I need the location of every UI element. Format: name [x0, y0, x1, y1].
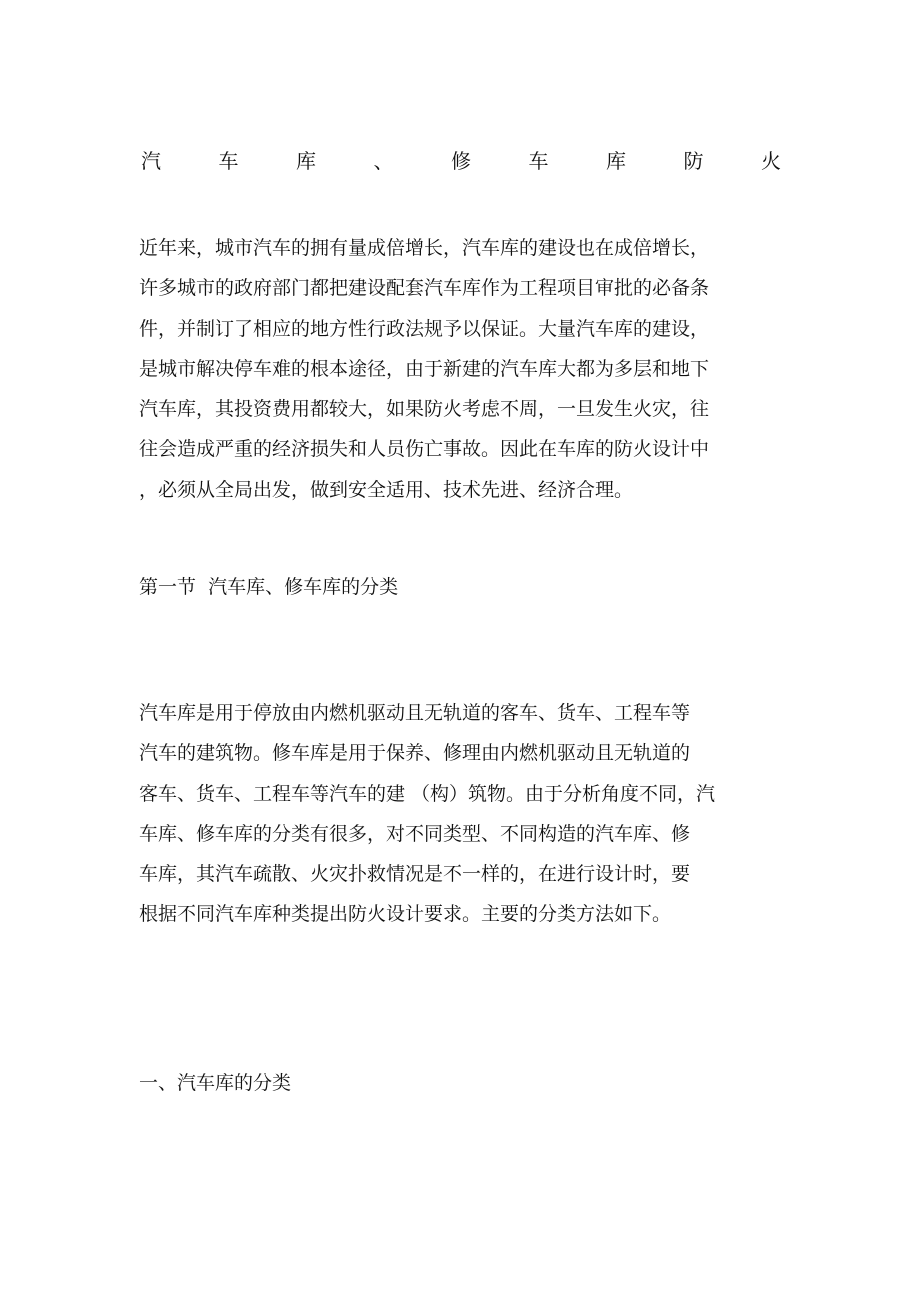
paragraph-line: 汽车库，其投资费用都较大，如果防火考虑不周，一旦发生火灾，往 [139, 398, 710, 421]
title-char: 汽 [141, 149, 161, 173]
paragraph-line: 根据不同汽车库种类提出防火设计要求。主要的分类方法如下。 [139, 903, 672, 926]
paragraph-line: 许多城市的政府部门都把建设配套汽车库作为工程项目审批的必备条 [139, 277, 710, 300]
paragraph-line: 是城市解决停车难的根本途径，由于新建的汽车库大都为多层和地下 [139, 357, 710, 380]
subsection-heading: 一、汽车库的分类 [139, 1072, 292, 1094]
paragraph-line: 汽车的建筑物。修车库是用于保养、修理由内燃机驱动且无轨道的 [139, 742, 691, 765]
paragraph-line: 往会造成严重的经济损失和人员伤亡事故。因此在车库的防火设计中 [139, 438, 710, 461]
paragraph-line: 车库，其汽车疏散、火灾扑救情况是不一样的，在进行设计时，要 [139, 863, 691, 886]
title-char: 火 [761, 149, 781, 173]
title-char: 防 [683, 149, 704, 173]
title-char: 、 [373, 149, 394, 173]
paragraph-line: ，必须从全局出发，做到安全适用、技术先进、经济合理。 [139, 478, 634, 501]
paragraph-line: 近年来，城市汽车的拥有量成倍增长，汽车库的建设也在成倍增长， [139, 237, 710, 259]
paragraph-line: 车库、修车库的分类有很多，对不同类型、不同构造的汽车库、修 [139, 822, 691, 845]
section-heading: 第一节 汽车库、修车库的分类 [139, 576, 399, 598]
title-char: 车 [218, 149, 239, 173]
title-char: 修 [451, 149, 471, 173]
title-char: 库 [606, 149, 626, 173]
title-char: 库 [296, 149, 316, 173]
title-char: 车 [528, 149, 549, 173]
section-paragraph [139, 693, 779, 935]
paragraph-line: 汽车库是用于停放由内燃机驱动且无轨道的客车、货车、工程车等 [139, 702, 691, 724]
intro-paragraph [139, 228, 779, 510]
paragraph-line: 客车、货车、工程车等汽车的建 （构）筑物。由于分析角度不同，汽 [139, 782, 716, 805]
paragraph-line: 件，并制订了相应的地方性行政法规予以保证。大量汽车库的建设， [139, 317, 710, 340]
document-title [141, 148, 781, 174]
